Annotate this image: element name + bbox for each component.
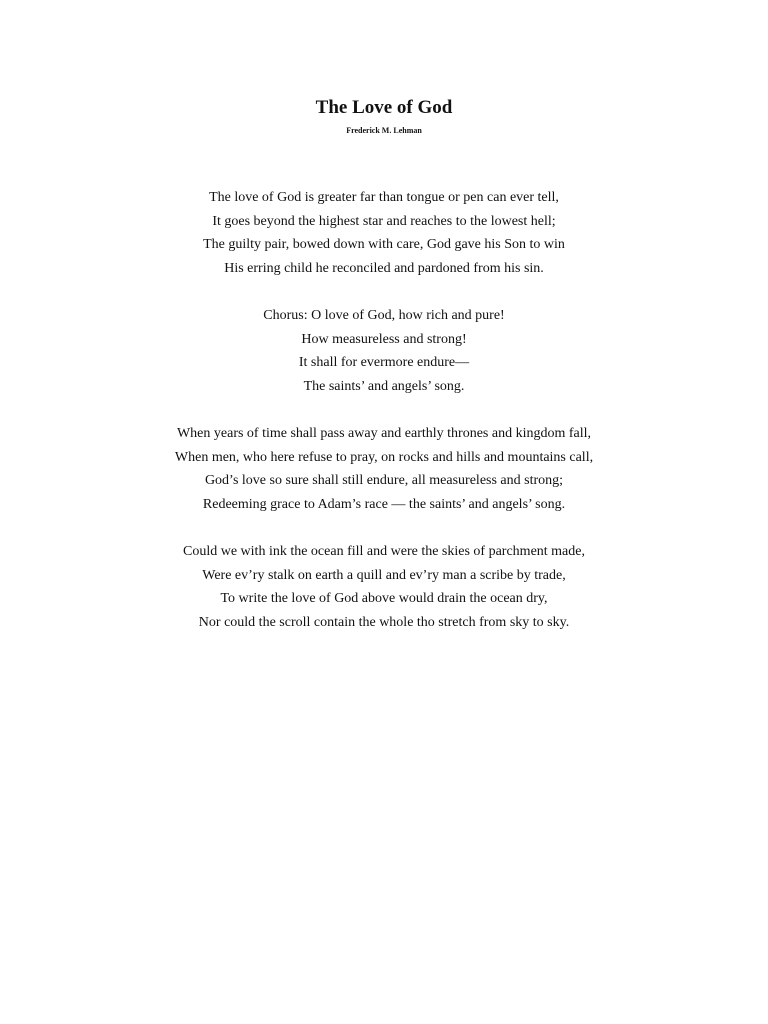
- stanza-verse-3: [0, 540, 768, 634]
- chorus-line: It shall for evermore endure—: [298, 355, 470, 370]
- chorus-line: How measureless and strong!: [301, 331, 467, 347]
- verse-line: To write the love of God above would drain the ocean dry,: [220, 591, 548, 606]
- verse-line: Redeeming grace to Adam’s race — the saints’ and angels’ song.: [202, 496, 566, 512]
- document-title: The Love of God: [315, 97, 453, 118]
- verse-line: God’s love so sure shall still endure, all measureless and strong;: [204, 473, 564, 488]
- verse-line: When years of time shall pass away and earthly thrones and kingdom fall,: [176, 426, 592, 441]
- verse-line: Could we with ink the ocean fill and were the skies of parchment made,: [183, 544, 585, 559]
- chorus-line: Chorus: O love of God, how rich and pure!: [263, 308, 505, 323]
- verse-line: It goes beyond the highest star and reaches to the lowest hell;: [212, 213, 556, 229]
- stanza-verse-1: [0, 186, 768, 280]
- verse-line: His erring child he reconciled and pardoned from his sin.: [224, 260, 544, 276]
- verse-line: The guilty pair, bowed down with care, God gave his Son to win: [203, 237, 565, 252]
- verse-line: Nor could the scroll contain the whole tho stretch from sky to sky.: [198, 614, 570, 630]
- stanza-verse-2: [0, 422, 768, 516]
- author-byline: Frederick M. Lehman: [346, 126, 422, 135]
- verse-line: Were ev’ry stalk on earth a quill and ev’ry man a scribe by trade,: [202, 567, 566, 583]
- verse-line: The love of God is greater far than tongue or pen can ever tell,: [209, 190, 559, 205]
- stanza-chorus: [0, 304, 768, 398]
- chorus-line: The saints’ and angels’ song.: [303, 378, 465, 394]
- verse-line: When men, who here refuse to pray, on rocks and hills and mountains call,: [174, 449, 594, 465]
